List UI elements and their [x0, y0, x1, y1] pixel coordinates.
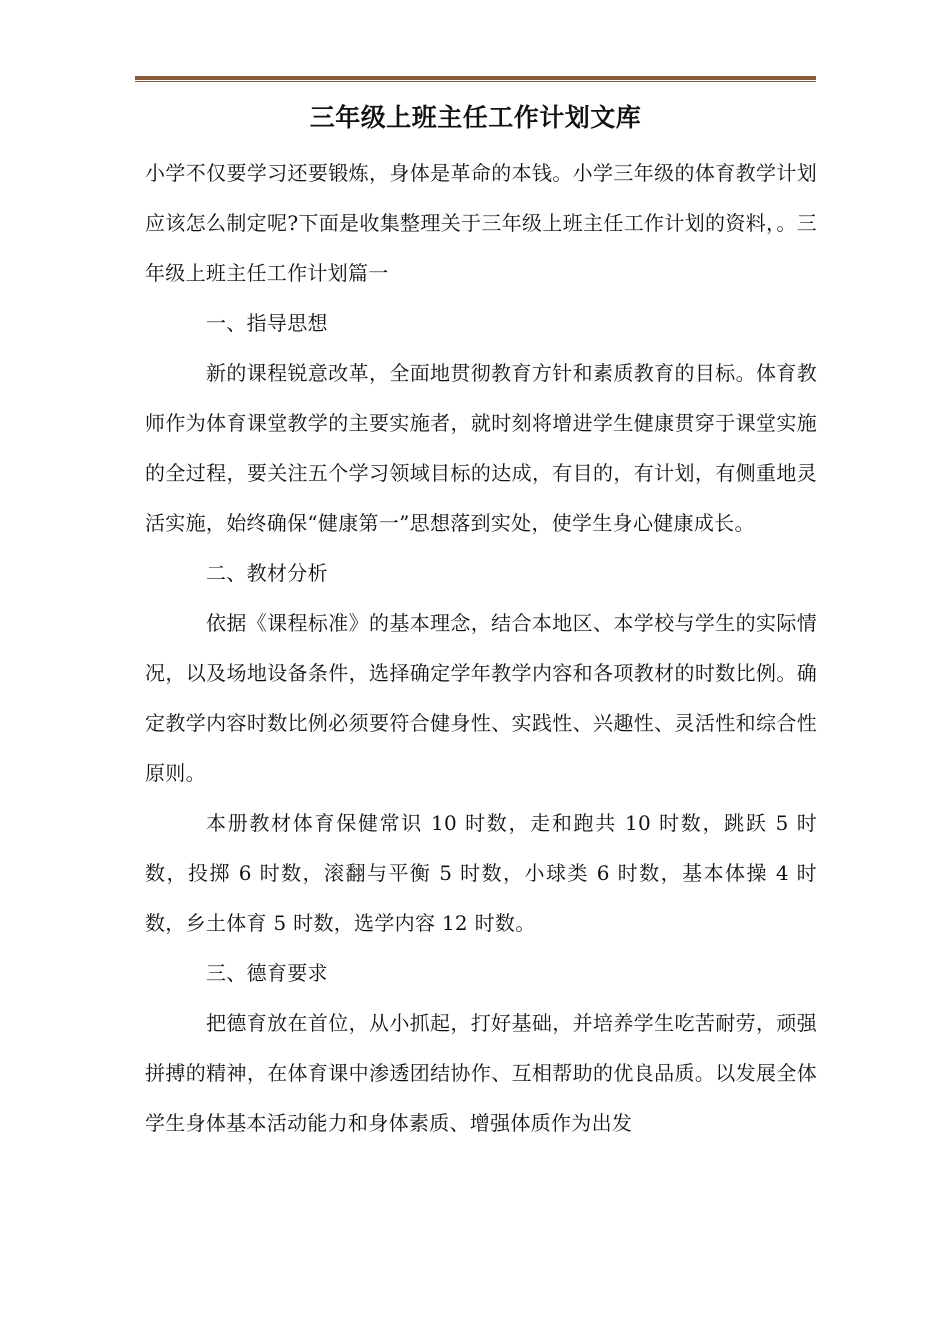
paragraph-hours-allocation: 本册教材体育保健常识 10 时数，走和跑共 10 时数，跳跃 5 时数，投掷 6 时数，滚翻与平衡 5 时数，小球类 6 时数，基本体操 4 时数，乡土体育 5 时数，选学内容 12 时数。: [145, 811, 817, 935]
document-title: 三年级上班主任工作计划文库: [309, 103, 642, 132]
header-rule-thin: [135, 81, 816, 82]
section-heading-guiding-ideology: 一、指导思想: [206, 311, 328, 335]
intro-paragraph: 小学不仅要学习还要锻炼，身体是革命的本钱。小学三年级的体育教学计划应该怎么制定呢?下面是收集整理关于三年级上班主任工作计划的资料，。三年级上班主任工作计划篇一: [145, 161, 817, 285]
paragraph-material-analysis: 依据《课程标准》的基本理念，结合本地区、本学校与学生的实际情况，以及场地设备条件，选择确定学年教学内容和各项教材的时数比例。确定教学内容时数比例必须要符合健身性、实践性、兴趣性、灵活性和综合性原则。: [145, 611, 817, 785]
paragraph-moral-education: 把德育放在首位，从小抓起，打好基础，并培养学生吃苦耐劳，顽强拼搏的精神，在体育课中渗透团结协作、互相帮助的优良品质。以发展全体学生身体基本活动能力和身体素质、增强体质作为出发: [145, 1011, 817, 1135]
paragraph-guiding-ideology: 新的课程锐意改革，全面地贯彻教育方针和素质教育的目标。体育教师作为体育课堂教学的主要实施者，就时刻将增进学生健康贯穿于课堂实施的全过程，要关注五个学习领域目标的达成，有目的，有计划，有侧重地灵活实施，始终确保“健康第一”思想落到实处，使学生身心健康成长。: [145, 361, 817, 535]
header-rule-thick: [135, 76, 816, 80]
section-heading-moral-education: 三、德育要求: [206, 961, 328, 985]
section-heading-material-analysis: 二、教材分析: [206, 561, 328, 585]
document-body: [145, 148, 817, 1148]
